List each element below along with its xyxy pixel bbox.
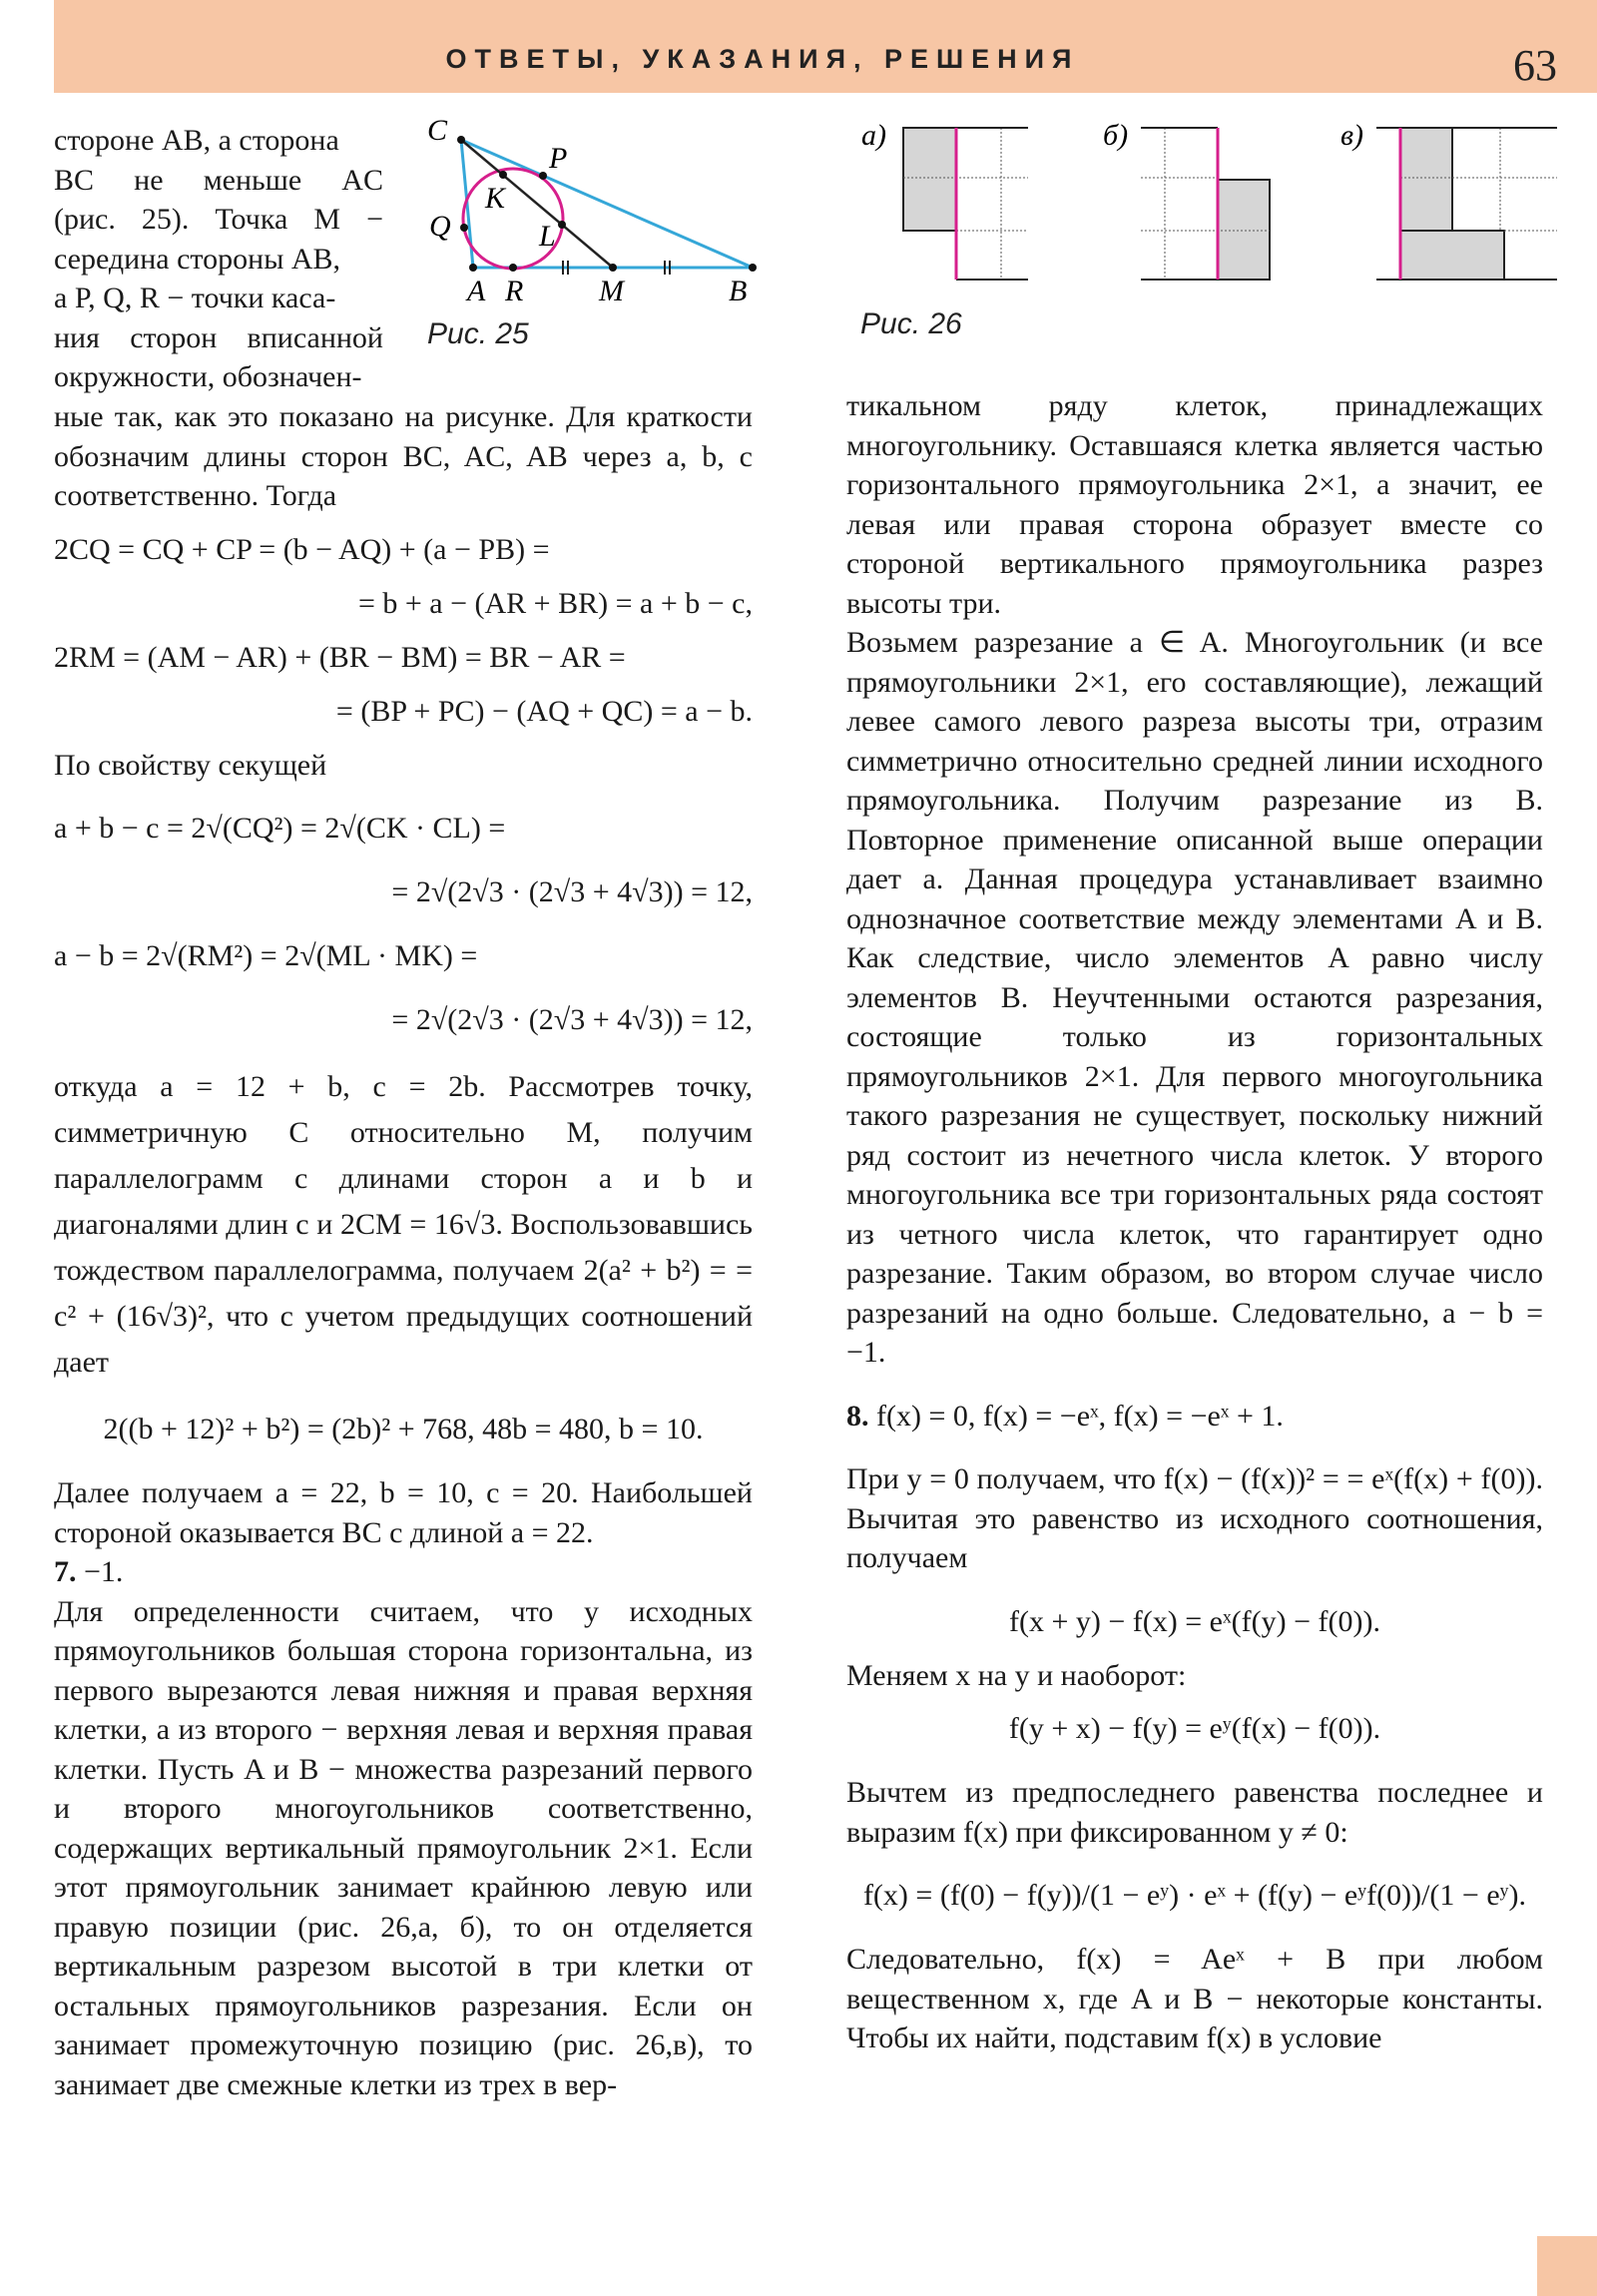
fig26a-shaded	[903, 128, 956, 231]
answer-value: −1.	[84, 1555, 124, 1588]
paragraph: откуда a = 12 + b, c = 2b. Рассмотрев точку, симметричную C относительно M, получим параллелограмм с длинами сторон a и b и диагоналями длин c и 2CM = 16√3. Воспользовавшись тождеством параллелограмма, получаем 2(a² + b²) = = c² + (16√3)², что с учетом предыдущих соотношений дает	[54, 1070, 753, 1379]
point-a	[469, 264, 477, 272]
fig26-v	[1340, 119, 1557, 280]
label-p: P	[549, 142, 568, 175]
intro-line: окружности, обозначен-	[54, 360, 362, 393]
median-cm	[461, 140, 613, 268]
paragraph: тикальном ряду клеток, принадлежащих многоугольнику. Оставшаяся клетка является частью горизонтального прямоугольника 2×1, а значит, ее левая или правая сторона образует вместе со стороной вертикального прямоугольника разрез высоты три.	[846, 389, 1543, 620]
left-intro	[54, 121, 383, 397]
equation: a + b − c = 2√(CQ²) = 2√(CK · CL) =	[54, 812, 506, 845]
point-k	[499, 171, 507, 179]
fig26b-shaded	[1218, 180, 1270, 280]
equation: 2((b + 12)² + b²) = (2b)² + 768, 48b = 480, b = 10.	[103, 1413, 704, 1445]
intro-line: середина стороны AB,	[54, 242, 341, 276]
equation: = b + a − (AR + BR) = a + b − c,	[357, 586, 753, 620]
fig26-label-v: в)	[1340, 119, 1364, 152]
equation: f(y + x) − f(y) = eʸ(f(x) − f(0)).	[1008, 1712, 1381, 1745]
answer-number: 7.	[54, 1555, 77, 1588]
label-b: B	[729, 275, 748, 307]
answer-value: f(x) = 0, f(x) = −eˣ, f(x) = −eˣ + 1.	[876, 1399, 1284, 1433]
paragraph: ные так, как это показано на рисунке. Для краткости обозначим длины сторон BC, AC, AB через a, b, c соответственно. Тогда	[54, 400, 753, 512]
page-number: 63	[1513, 41, 1557, 90]
paragraph: Далее получаем a = 22, b = 10, c = 20. Наибольшей стороной оказывается BC с длиной a = 22.	[54, 1476, 753, 1549]
equation: 2RM = (AM − AR) + (BR − BM) = BR − AR =	[54, 640, 626, 674]
fig26-a	[861, 119, 1028, 280]
header-title: ОТВЕТЫ, УКАЗАНИЯ, РЕШЕНИЯ	[445, 44, 1080, 74]
label-q: Q	[429, 210, 451, 243]
equation: 2CQ = CQ + CP = (b − AQ) + (a − PB) =	[54, 532, 550, 566]
intro-line: ния сторон вписанной	[54, 320, 383, 354]
page-header	[54, 0, 1597, 93]
label-c: C	[427, 118, 448, 147]
point-c	[457, 136, 465, 144]
intro-line: стороне AB, а сторона	[54, 124, 339, 157]
label-m: M	[599, 275, 624, 307]
equation: = 2√(2√3 · (2√3 + 4√3)) = 12,	[391, 875, 753, 908]
fig26v-shaded-top	[1400, 128, 1452, 231]
paragraph: При y = 0 получаем, что f(x) − (f(x))² = = eˣ(f(x) + f(0)). Вычитая это равенство из исходного соотношения, получаем	[846, 1462, 1543, 1574]
point-b	[749, 264, 757, 272]
fig26-label-b: б)	[1103, 119, 1129, 152]
intro-line: (рис. 25). Точка M −	[54, 203, 383, 236]
label-k: K	[485, 182, 506, 215]
equation: = 2√(2√3 · (2√3 + 4√3)) = 12,	[391, 1003, 753, 1036]
fig26-caption: Рис. 26	[860, 307, 962, 340]
answer-7	[54, 1552, 753, 1592]
answer-number: 8.	[846, 1399, 869, 1433]
paragraph: Для определенности считаем, что у исходных прямоугольников большая сторона горизонтальна, из первого вырезаются левая нижняя и правая верхняя клетки, а из второго − верхняя левая и верхняя правая клетки. Пусть A и B − множества разрезаний первого и второго многоугольников соответственно, содержащих вертикальный прямоугольник 2×1. Если этот прямоугольник занимает крайнюю левую или правую позиции (рис. 26,а, б), то он отделяется вертикальным разрезом высотой в три клетки от остальных прямоугольников разрезания. Если он занимает промежуточную позицию (рис. 26,в), то занимает две смежные клетки из трех в вер-	[54, 1594, 753, 2101]
fig25-caption: Рис. 25	[427, 317, 529, 350]
fig26-label-a: а)	[861, 119, 886, 152]
figure-25	[419, 118, 759, 317]
fig26-b	[1103, 119, 1270, 280]
intro-line: а P, Q, R − точки каса-	[54, 282, 336, 314]
paragraph: Следовательно, f(x) = Aeˣ + B при любом вещественном x, где A и B − некоторые константы. Чтобы их найти, подставим f(x) в условие	[846, 1943, 1543, 2054]
intro-line: BC не меньше AC	[54, 163, 383, 197]
paragraph: Меняем x на y и наоборот:	[846, 1658, 1187, 1692]
paragraph: По свойству секущей	[54, 748, 327, 782]
point-m	[609, 264, 617, 272]
label-r: R	[505, 275, 524, 307]
fig26v-shaded-bottom	[1400, 231, 1504, 280]
figure-26	[853, 115, 1557, 294]
point-q	[460, 224, 468, 232]
left-column	[54, 397, 753, 2104]
label-l: L	[539, 220, 556, 253]
point-p	[539, 172, 547, 180]
right-column	[846, 386, 1543, 2058]
equation: f(x) = (f(0) − f(y))/(1 − eʸ) · eˣ + (f(y) − eʸf(0))/(1 − eʸ).	[862, 1879, 1527, 1912]
paragraph: Возьмем разрезание a ∈ A. Многоугольник (и все прямоугольники 2×1, его составляющие), лежащий левее самого левого разреза высоты три, отразим симметрично относительно средней линии исходного прямоугольника. Получим разрезание из B. Повторное применение описанной выше операции дает a. Данная процедура устанавливает взаимно однозначное соответствие между элементами A и B. Как следствие, число элементов A равно числу элементов B. Неучтенными остаются разрезания, состоящие только из горизонтальных прямоугольников 2×1. Для первого многоугольника такого разрезания не существует, поскольку нижний ряд состоит из нечетного числа клеток. У второго многоугольника все три горизонтальных ряда состоят из четного числа клеток, что гарантирует одно разрезание. Таким образом, во втором случае число разрезаний на одно больше. Следовательно, a − b = −1.	[846, 626, 1543, 1369]
equation: f(x + y) − f(x) = eˣ(f(y) − f(0)).	[1008, 1604, 1381, 1638]
point-r	[509, 264, 517, 272]
answer-8	[846, 1397, 1543, 1436]
page-tab	[1537, 2236, 1597, 2296]
point-l	[558, 221, 566, 229]
paragraph: Вычтем из предпоследнего равенства последнее и выразим f(x) при фиксированном y ≠ 0:	[846, 1776, 1543, 1849]
equation: a − b = 2√(RM²) = 2√(ML · MK) =	[54, 939, 478, 972]
label-a: A	[467, 275, 486, 307]
equation: = (BP + PC) − (AQ + QC) = a − b.	[335, 694, 753, 728]
